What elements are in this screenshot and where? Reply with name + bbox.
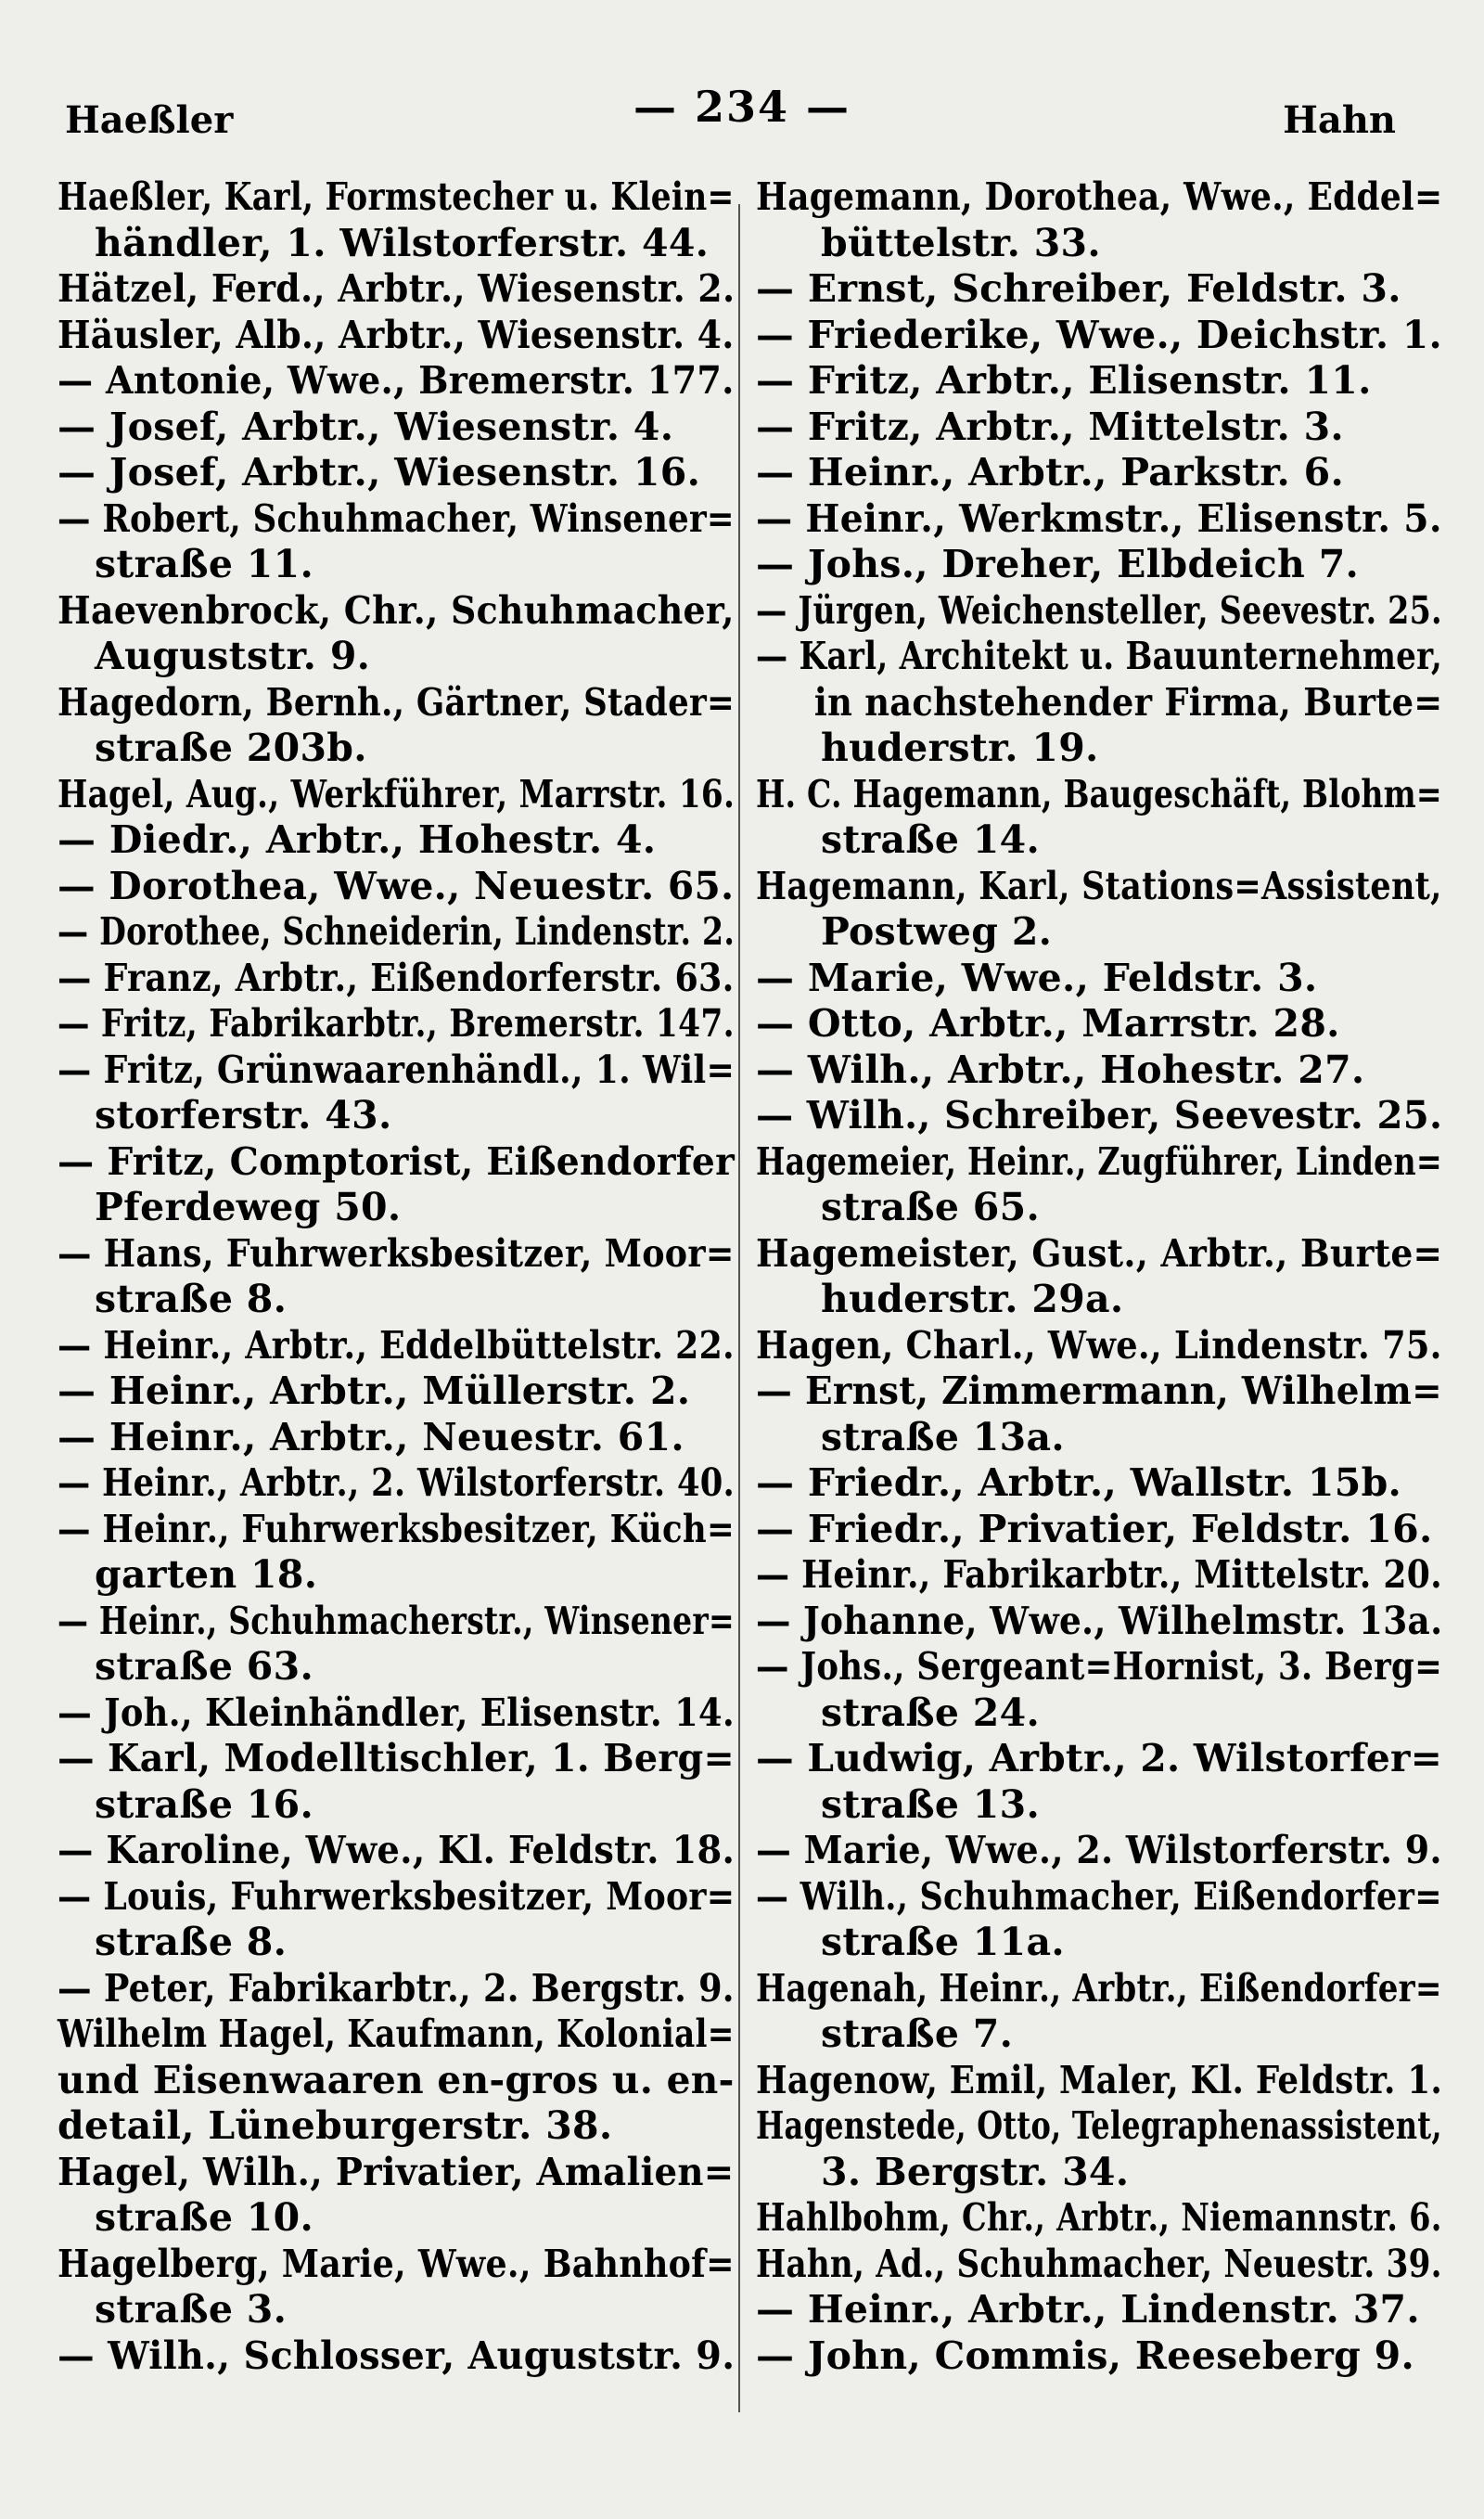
list-item: Postweg 2. — [821, 909, 1053, 954]
list-item: — Wilh., Schuhmacher, Eißendorfer= — [756, 1873, 1442, 1919]
list-item: und Eisenwaaren en-gros u. en- — [58, 2057, 735, 2102]
list-item: Hagenah, Heinr., Arbtr., Eißendorfer= — [756, 1965, 1442, 2011]
list-item: — Josef, Arbtr., Wiesenstr. 4. — [58, 404, 674, 449]
list-item: — Robert, Schuhmacher, Winsener= — [58, 495, 735, 541]
list-item: Häusler, Alb., Arbtr., Wiesenstr. 4. — [58, 312, 735, 357]
list-item: straße 7. — [821, 2011, 1014, 2056]
list-item: detail, Lüneburgerstr. 38. — [58, 2103, 613, 2148]
list-item: straße 203b. — [95, 726, 367, 770]
list-item: — Jürgen, Weichensteller, Seevestr. 25. — [756, 587, 1442, 633]
list-item: straße 8. — [95, 1277, 288, 1321]
list-item: — Ernst, Schreiber, Feldstr. 3. — [756, 266, 1401, 311]
list-item: straße 11a. — [821, 1920, 1065, 1964]
list-item: Hagemann, Dorothea, Wwe., Eddel= — [756, 174, 1443, 219]
list-item: Hagenow, Emil, Maler, Kl. Feldstr. 1. — [756, 2057, 1443, 2102]
list-item: Hahlbohm, Chr., Arbtr., Niemannstr. 6. — [756, 2195, 1442, 2240]
list-item: 3. Bergstr. 34. — [821, 2149, 1130, 2194]
list-item: — Friedr., Privatier, Feldstr. 16. — [756, 1506, 1433, 1551]
list-item: — Fritz, Grünwaarenhändl., 1. Wil= — [58, 1047, 736, 1092]
list-item: — Ludwig, Arbtr., 2. Wilstorfer= — [756, 1736, 1443, 1780]
list-item: — Fritz, Fabrikarbtr., Bremerstr. 147. — [58, 1001, 735, 1046]
list-item: — Heinr., Werkmstr., Elisenstr. 5. — [756, 495, 1442, 541]
list-item: Haevenbrock, Chr., Schuhmacher, — [58, 587, 735, 633]
list-item: Hagel, Aug., Werkführer, Marrstr. 16. — [58, 771, 736, 816]
list-item: Haeßler, Karl, Formstecher u. Klein= — [58, 174, 735, 219]
list-item: — Fritz, Arbtr., Elisenstr. 11. — [756, 358, 1372, 403]
list-item: straße 14. — [821, 817, 1041, 862]
list-item: — Heinr., Fabrikarbtr., Mittelstr. 20. — [756, 1552, 1442, 1597]
list-item: Wilhelm Hagel, Kaufmann, Kolonial= — [58, 2011, 735, 2056]
header-first-entry: Haeßler — [65, 98, 234, 142]
list-item: — Heinr., Arbtr., Müllerstr. 2. — [58, 1369, 691, 1413]
list-item: — Wilh., Schlosser, Auguststr. 9. — [58, 2333, 736, 2378]
list-item: büttelstr. 33. — [821, 220, 1101, 265]
list-item: — Otto, Arbtr., Marrstr. 28. — [756, 1001, 1340, 1046]
list-item: Hagedorn, Bernh., Gärtner, Stader= — [58, 679, 736, 725]
list-item: — Johs., Dreher, Elbdeich 7. — [756, 542, 1360, 586]
list-item: storferstr. 43. — [95, 1093, 392, 1137]
list-item: Hagen, Charl., Wwe., Lindenstr. 75. — [756, 1322, 1442, 1368]
list-item: — Marie, Wwe., Feldstr. 3. — [756, 955, 1318, 1000]
header-last-entry: Hahn — [1283, 98, 1396, 142]
list-item: — Wilh., Schreiber, Seevestr. 25. — [756, 1093, 1443, 1137]
list-item: — Peter, Fabrikarbtr., 2. Bergstr. 9. — [58, 1965, 735, 2011]
list-item: Auguststr. 9. — [95, 634, 371, 678]
list-item: händler, 1. Wilstorferstr. 44. — [95, 220, 710, 265]
left-column — [58, 174, 735, 2379]
list-item: — Heinr., Arbtr., 2. Wilstorferstr. 40. — [58, 1460, 736, 1505]
list-item: garten 18. — [95, 1552, 318, 1597]
list-item: — Louis, Fuhrwerksbesitzer, Moor= — [58, 1873, 736, 1919]
list-item: straße 13a. — [821, 1414, 1065, 1459]
list-item: — Fritz, Comptorist, Eißendorfer — [58, 1138, 736, 1184]
list-item: straße 16. — [95, 1781, 314, 1827]
list-item: straße 65. — [821, 1185, 1041, 1229]
list-item: — Antonie, Wwe., Bremerstr. 177. — [58, 358, 735, 403]
list-item: straße 3. — [95, 2287, 288, 2332]
list-item: — Friedr., Arbtr., Wallstr. 15b. — [756, 1460, 1402, 1505]
list-item: — Heinr., Arbtr., Lindenstr. 37. — [756, 2287, 1420, 2332]
list-item: — Fritz, Arbtr., Mittelstr. 3. — [756, 404, 1344, 449]
list-item: — Hans, Fuhrwerksbesitzer, Moor= — [58, 1230, 735, 1276]
list-item: straße 13. — [821, 1781, 1041, 1827]
list-item: Hagemann, Karl, Stations=Assistent, — [756, 863, 1442, 908]
list-item: — Karl, Architekt u. Bauunternehmer, — [756, 634, 1443, 678]
list-item: — Friederike, Wwe., Deichstr. 1. — [756, 312, 1442, 357]
list-item: Hagenstede, Otto, Telegraphenassistent, — [756, 2103, 1442, 2148]
list-item: Hahn, Ad., Schuhmacher, Neuestr. 39. — [756, 2241, 1442, 2286]
page-header — [0, 82, 1484, 147]
list-item: huderstr. 29a. — [821, 1277, 1124, 1321]
list-item: huderstr. 19. — [821, 726, 1099, 770]
list-item: — Heinr., Arbtr., Parkstr. 6. — [756, 450, 1345, 495]
list-item: Hätzel, Ferd., Arbtr., Wiesenstr. 2. — [58, 266, 736, 311]
list-item: Hagelberg, Marie, Wwe., Bahnhof= — [58, 2241, 735, 2286]
list-item: Hagel, Wilh., Privatier, Amalien= — [58, 2149, 735, 2194]
list-item: — Ernst, Zimmermann, Wilhelm= — [756, 1369, 1442, 1413]
page-number: — 234 — — [633, 82, 851, 132]
list-item: — Dorothea, Wwe., Neuestr. 65. — [58, 863, 735, 908]
list-item: — Heinr., Schuhmacherstr., Winsener= — [58, 1598, 735, 1643]
right-column — [756, 174, 1442, 2379]
list-item: in nachstehender Firma, Burte= — [813, 679, 1443, 725]
list-item: — Dorothee, Schneiderin, Lindenstr. 2. — [58, 909, 736, 954]
list-item: — Johanne, Wwe., Wilhelmstr. 13a. — [756, 1598, 1443, 1643]
list-item: Pferdeweg 50. — [95, 1185, 402, 1229]
list-item: straße 10. — [95, 2195, 314, 2240]
list-item: — Johs., Sergeant=Hornist, 3. Berg= — [756, 1644, 1443, 1689]
list-item: — John, Commis, Reeseberg 9. — [756, 2333, 1415, 2378]
column-divider — [738, 204, 740, 2412]
list-item: Hagemeier, Heinr., Zugführer, Linden= — [756, 1138, 1442, 1184]
list-item: — Karl, Modelltischler, 1. Berg= — [58, 1736, 736, 1780]
list-item: — Heinr., Arbtr., Neuestr. 61. — [58, 1414, 685, 1459]
list-item: — Heinr., Fuhrwerksbesitzer, Küch= — [58, 1506, 735, 1551]
list-item: — Josef, Arbtr., Wiesenstr. 16. — [58, 450, 701, 495]
list-item: straße 63. — [95, 1644, 314, 1689]
list-item: — Wilh., Arbtr., Hohestr. 27. — [756, 1047, 1365, 1092]
list-item: H. C. Hagemann, Baugeschäft, Blohm= — [756, 771, 1442, 816]
list-item: — Diedr., Arbtr., Hohestr. 4. — [58, 817, 657, 862]
list-item: straße 8. — [95, 1920, 288, 1964]
list-item: — Marie, Wwe., 2. Wilstorferstr. 9. — [756, 1828, 1442, 1872]
list-item: — Karoline, Wwe., Kl. Feldstr. 18. — [58, 1828, 736, 1872]
list-item: straße 11. — [95, 542, 314, 586]
list-item: — Franz, Arbtr., Eißendorferstr. 63. — [58, 955, 735, 1000]
list-item: — Heinr., Arbtr., Eddelbüttelstr. 22. — [58, 1322, 735, 1368]
list-item: Hagemeister, Gust., Arbtr., Burte= — [756, 1230, 1443, 1276]
list-item: — Joh., Kleinhändler, Elisenstr. 14. — [58, 1690, 735, 1735]
list-item: straße 24. — [821, 1690, 1041, 1735]
